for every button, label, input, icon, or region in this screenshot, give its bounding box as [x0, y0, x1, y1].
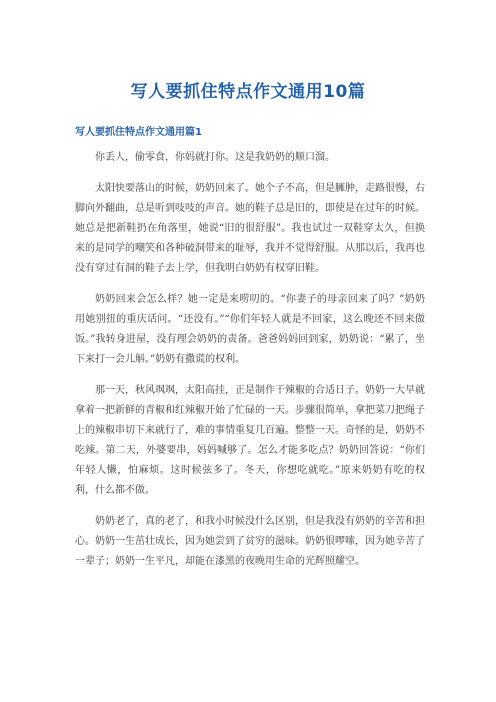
paragraph: 你丢人，偷零食，你妈就打你。这是我奶奶的顺口溜。	[95, 152, 335, 163]
paragraph: 奶奶老了，真的老了，和我小时候没什么区别，但是我没有奶奶的辛苦和担心。奶奶一生茁壮成长，因为她尝到了贫穷的滋味。奶奶很啰嗦，因为她辛苦了一辈子；奶奶一生平凡，却能在漆黑的夜晚用生命的光辉照耀空。	[75, 516, 425, 567]
section-heading: 写人要抓住特点作文通用篇1	[75, 127, 202, 138]
document-body	[75, 148, 425, 583]
paragraph: 那一天，秋风飒飒，太阳高挂，正是制作干辣椒的合适日子。奶奶一大早就拿着一把新鲜的青椒和红辣椒开始了忙碌的一天。步骤很简单，拿把菜刀把绳子上的辣椒串切下来就行了，难的事情重复几百遍。整整一天。奇怪的是，奶奶不吃辣。第二天，外婆要串，妈妈喊够了。怎么才能多吃点？奶奶回答说：“你们年轻人懒，怕麻烦。这时候弦多了。冬天，你想吃就吃。”原来奶奶有吃的权利，什么都不做。	[75, 385, 425, 496]
paragraph: 太阳快要落山的时候，奶奶回来了。她个子不高，但是臃肿，走路很慢，右脚向外翻曲，总是听到吱吱的声音。她的鞋子总是旧的，即使是在过年的时候。她总是把新鞋扔在角落里，她说“旧的很舒服”。我也试过一双鞋穿太久，但换来的是同学的嘲笑和各种破洞带来的耻辱，我并不觉得舒服。从那以后，我再也没有穿过有洞的鞋子去上学，但我明白奶奶有权穿旧鞋。	[75, 183, 425, 274]
document-title: 写人要抓住特点作文通用10篇	[130, 82, 366, 102]
paragraph: 奶奶回来会怎么样？她一定是来唠叨的。“你妻子的母亲回来了吗？”奶奶用她别扭的重庆话问。“还没有。”“你们年轻人就是不回家，这么晚还不回来做饭。”我转身进屋，没有理会奶奶的责备。爸爸妈妈回到家，奶奶说：“累了，坐下来打一会儿斛。”奶奶有撒谎的权利。	[75, 294, 425, 365]
